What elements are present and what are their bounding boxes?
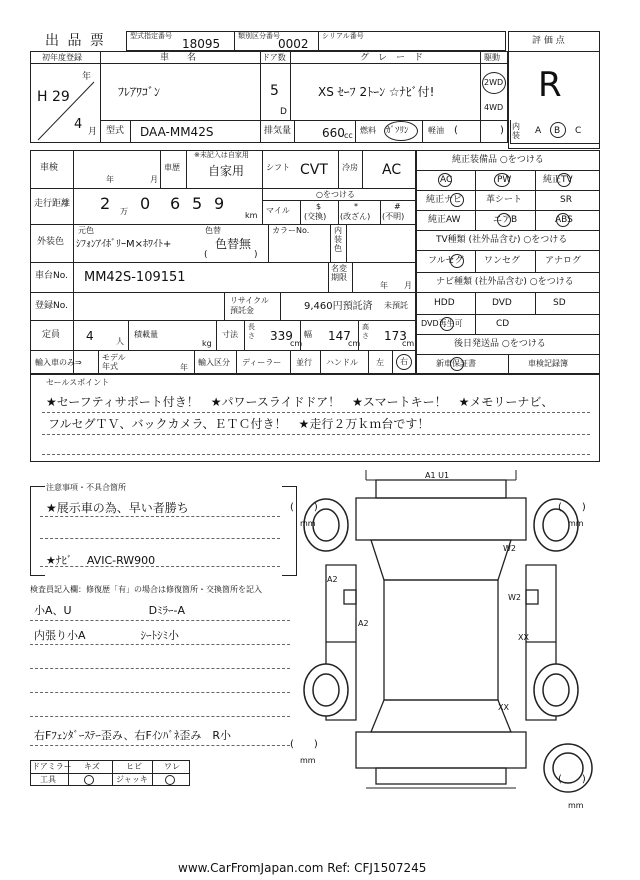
legend-header: キズ — [84, 762, 100, 771]
notes-label: 注意事項・不具合箇所 — [46, 483, 126, 492]
legend-circle — [84, 775, 94, 785]
notes-bracket-left — [30, 486, 45, 576]
sales-point-line: ★セーフティサポート付き！ ★パワースライドドア！ ★スマートキー！ ★メモリーナビ、 — [46, 395, 554, 409]
fuel-value: ｶﾞｿﾘﾝ — [386, 126, 409, 136]
legend-header: ヒビ — [126, 762, 142, 771]
height-value: 173 — [384, 329, 407, 343]
doors-label: ドア数 — [262, 53, 286, 62]
tv-analog: アナログ — [545, 256, 582, 266]
rating-label: 評 価 点 — [532, 36, 565, 46]
name-change-label: 名変期限 — [331, 264, 347, 282]
navi-hdd: HDD — [434, 298, 455, 308]
car-name-label: 車 名 — [160, 53, 197, 63]
mileage-digit: 2 — [100, 194, 111, 213]
handle-right: 右 — [400, 357, 408, 366]
equip-circle — [556, 213, 570, 227]
height-label: 高さ — [362, 323, 369, 340]
color-label: 外装色 — [37, 237, 65, 247]
handle-left: 左 — [376, 358, 384, 367]
first-reg-era: H 29 — [37, 89, 70, 105]
mm-bracket: ( ) — [558, 502, 586, 513]
equip-circle — [438, 173, 452, 187]
navi-dvd-play: DVD再生可 — [421, 319, 463, 328]
color-change-label: 色替 — [205, 226, 221, 235]
grade-value: XS ｾｰﾌ 2ﾄｰﾝ ☆ﾅﾋﾞ付! — [318, 85, 435, 99]
mileage-digit: 5 — [192, 194, 203, 213]
legend-cell: ジャッキ — [116, 775, 148, 784]
mileage-circle-note: ○をつける — [316, 190, 355, 199]
shift-value: CVT — [300, 162, 328, 178]
month-unit: 月 — [88, 127, 98, 137]
chassis-value: MM42S-109151 — [84, 270, 186, 285]
mm-bracket: ( ) — [290, 739, 318, 750]
load-unit: kg — [202, 339, 212, 348]
shift-label: シフト — [266, 163, 290, 172]
capacity-label: 定員 — [42, 330, 61, 340]
tv-header: TV種類 (社外品含む) ○をつける — [436, 235, 568, 245]
notes-line: ★展示車の為、早い者勝ち — [46, 501, 189, 515]
equip-aw: 純正AW — [428, 215, 461, 225]
legend-circle — [165, 775, 175, 785]
mm-unit: mm — [300, 519, 316, 528]
navi-cd: CD — [496, 319, 510, 329]
oil-bracket-open: ( — [454, 125, 458, 136]
notes-line: ★ﾅﾋﾞ AVIC-RW900 — [46, 554, 156, 567]
equip-circle — [497, 213, 511, 227]
inspection-year: 年 — [106, 175, 114, 184]
mm-unit: mm — [568, 801, 584, 810]
length-label: 長さ — [248, 323, 255, 340]
car-damage-diagram — [286, 470, 596, 810]
diagram-label: W2 — [503, 544, 516, 553]
diagram-label: A2 — [327, 575, 338, 584]
mileage-unit: km — [245, 211, 258, 220]
cm-unit: cm — [290, 339, 303, 348]
dims-label: 寸法 — [222, 330, 238, 339]
interior-c: C — [575, 126, 582, 136]
diagram-label: W2 — [508, 593, 521, 602]
tv-oneseg: ワンセグ — [484, 256, 521, 266]
first-reg-label: 初年度登録 — [42, 53, 82, 62]
form-title: 出 品 票 — [45, 33, 106, 49]
name-change-year: 年 — [380, 281, 388, 290]
orig-color-value: ｼﾌｫﾝｱｲﾎﾞﾘｰM×ﾎﾜｲﾄ+ — [76, 239, 172, 250]
legend-cell: 工具 — [40, 775, 56, 784]
unknown-text: (不明) — [382, 212, 405, 221]
equip-circle — [557, 173, 571, 187]
handle-label: ハンドル — [326, 358, 358, 367]
recycle-unpaid: 未預託 — [384, 301, 408, 310]
color-paren-close: ) — [254, 250, 258, 260]
drive-label: 駆動 — [484, 53, 500, 62]
capacity-unit: 人 — [116, 337, 124, 346]
serial-label: シリアル番号 — [322, 32, 364, 40]
usage-value: 自家用 — [208, 164, 245, 178]
cm-unit: cm — [348, 339, 361, 348]
doc-circle — [450, 357, 464, 371]
grade-label: グ レ ー ド — [360, 53, 424, 63]
orig-color-label: 元色 — [78, 226, 94, 235]
doors-sub: D — [280, 107, 287, 117]
equip-leather: 革シート — [486, 195, 523, 205]
diagram-label: A2 — [358, 619, 369, 628]
inspector-label: 検査員記入欄：修復歴「有」の場合は修復箇所・交換箇所を記入 — [30, 585, 262, 594]
tv-fullseg: フルセグ — [428, 256, 464, 266]
fuel-label: 燃料 — [360, 126, 376, 135]
cm-unit: cm — [402, 339, 415, 348]
first-reg-month: 4 — [74, 117, 83, 132]
navi-sd: SD — [553, 298, 566, 308]
model-type-label: 型式 — [106, 126, 125, 136]
equip-ac: AC — [440, 175, 453, 185]
sales-points-label: セールスポイント — [46, 378, 110, 387]
modified-symbol: * — [354, 202, 358, 211]
length-value: 339 — [270, 329, 293, 343]
doc-warranty: 新車保証書 — [436, 359, 476, 368]
category-label: 類別区分番号 — [238, 32, 280, 40]
mileage-digits — [96, 192, 232, 218]
load-label: 積載量 — [134, 330, 158, 339]
exchange-symbol: $ — [316, 202, 322, 211]
rating-value: R — [538, 65, 562, 105]
mm-bracket: ( ) — [290, 502, 318, 513]
color-change-value: 色替無 — [215, 237, 252, 251]
model-designation-value: 18095 — [182, 37, 221, 51]
model-type-value: DAA-MM42S — [140, 125, 214, 139]
width-label: 幅 — [304, 330, 312, 339]
color-no-label: カラーNo. — [272, 226, 310, 235]
docs-header: 後日発送品 ○をつける — [454, 339, 546, 349]
inspector-line: 小A、U Dﾐﾗｰ-A — [34, 604, 186, 617]
doc-records: 車検記録簿 — [528, 359, 568, 368]
front-bumper — [376, 480, 506, 498]
color-paren-open: ( — [204, 250, 208, 260]
oil-label: 軽油 — [428, 126, 444, 135]
watermark: www.CarFromJapan.com Ref: CFJ1507245 — [178, 861, 427, 875]
unknown-symbol: # — [394, 202, 401, 211]
dealer-label: ディーラー — [242, 358, 282, 367]
ac-value: AC — [382, 162, 402, 178]
ac-label: 冷房 — [342, 163, 358, 172]
equip-pw: PW — [497, 175, 512, 185]
legend-header: ワレ — [164, 762, 180, 771]
chassis-label: 車台No. — [35, 271, 68, 281]
recycle-value: 9,460円預託済 — [304, 301, 373, 312]
sales-point-line: フルセグＴＶ、バックカメラ、ＥＴＣ付き！ ★走行２万ｋｍ台です！ — [48, 417, 430, 431]
diagram-label: XX — [498, 703, 509, 712]
usage-label: 車歴 — [164, 163, 180, 172]
model-designation-label: 型式指定番号 — [130, 32, 172, 40]
diagram-label: XX — [518, 633, 529, 642]
equip-airbag: エアB — [493, 215, 518, 225]
mm-unit: mm — [568, 519, 584, 528]
mm-unit: mm — [300, 756, 316, 765]
mileage-label: 走行距離 — [34, 199, 71, 209]
mileage-digit: 6 — [170, 194, 181, 213]
navi-circle — [440, 317, 454, 331]
mileage-man: 万 — [120, 207, 128, 216]
model-year-unit: 年 — [180, 363, 188, 372]
inspection-month: 月 — [150, 175, 158, 184]
year-unit: 年 — [82, 72, 92, 82]
car-name-value: ﾌﾚｱﾜｺﾞﾝ — [118, 85, 161, 99]
equip-tv: 純正TV — [543, 175, 573, 185]
parallel-label: 並行 — [296, 358, 312, 367]
import-label: 輸入車のみ⇒ — [35, 358, 82, 367]
recycle-label: リサイクル預託金 — [230, 296, 269, 315]
modified-text: (改ざん) — [340, 212, 371, 221]
navi-header: ナビ種類 (社外品含む) ○をつける — [436, 277, 574, 287]
displacement-value: 660 — [322, 126, 345, 140]
oil-bracket-close: ) — [500, 125, 504, 136]
equip-circle — [494, 173, 510, 187]
inspector-line: 右Fﾌｪﾝﾀﾞｰｽﾃｰ歪み、右Fｲﾝﾊﾞﾈ歪み R小 — [34, 729, 231, 742]
diagram-label: A1 U1 — [425, 471, 450, 480]
drive-4wd: 4WD — [484, 103, 504, 112]
mm-bracket: ( ) — [558, 774, 586, 785]
category-value: 0002 — [278, 37, 309, 51]
capacity-value: 4 — [86, 329, 94, 343]
name-change-month: 月 — [404, 281, 412, 290]
usage-note: ※未記入は自家用 — [194, 151, 249, 159]
equip-abs: ABS — [555, 215, 573, 225]
cc-unit: cc — [344, 131, 353, 140]
equip-sr: SR — [560, 195, 572, 205]
legend-header: ドアミラー — [32, 762, 72, 771]
navi-dvd: DVD — [492, 298, 512, 308]
mileage-digit: 9 — [214, 194, 225, 213]
import-type-label: 輸入区分 — [198, 358, 230, 367]
doors-value: 5 — [270, 83, 279, 99]
interior-b: B — [554, 126, 561, 136]
tv-circle — [450, 254, 464, 268]
width-value: 147 — [328, 329, 351, 343]
drive-2wd: 2WD — [484, 78, 504, 87]
genuine-header: 純正装備品 ○をつける — [452, 155, 544, 165]
interior-label: 内装 — [512, 122, 520, 140]
inspector-line: 内張り小A ｼｰﾄｼﾐ小 — [34, 629, 180, 642]
exchange-text: (交換) — [304, 212, 327, 221]
interior-a: A — [535, 126, 542, 136]
mileage-digit: 0 — [140, 194, 151, 213]
displacement-label: 排気量 — [264, 126, 292, 136]
interior-color-label: 内装色 — [334, 226, 342, 253]
equip-navi: 純正ナビ — [426, 195, 463, 205]
equip-circle — [450, 193, 464, 207]
mile-label: マイル — [266, 206, 290, 215]
reg-no-label: 登録No. — [35, 301, 68, 311]
model-year-label: モデル年式 — [102, 353, 126, 371]
inspection-label: 車検 — [40, 163, 59, 173]
